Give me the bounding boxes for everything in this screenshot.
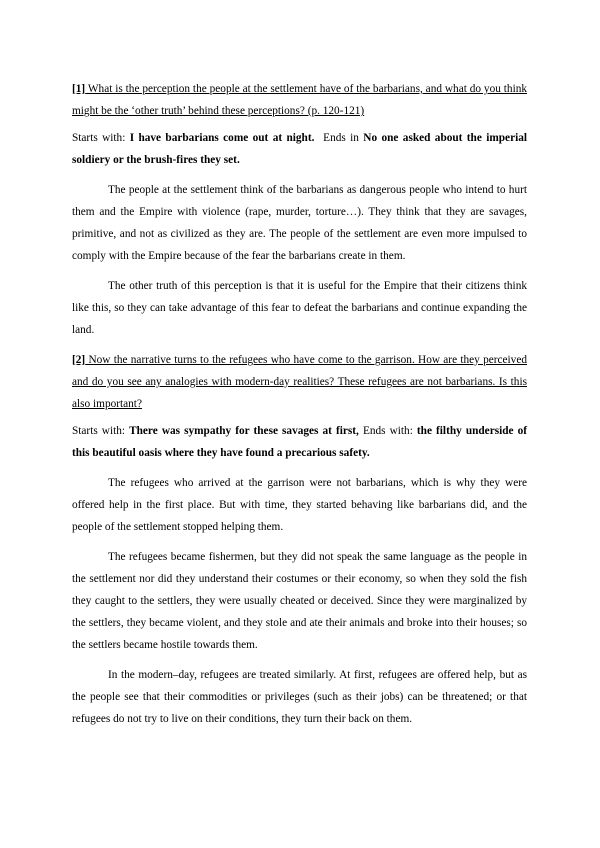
ends-text-1: No one asked about the imperial soldiery or the brush-fires they set. — [72, 132, 528, 166]
question-2-text: Now the narrative turns to the refugees who have come to the garrison. How are they perceived and do you see any analogies with modern-day realities? These refugees are not barbarians. Is this also important? — [72, 354, 527, 410]
ends-label-1: Ends in — [314, 132, 364, 144]
starts-text-2: There was sympathy for these savages at first, — [129, 425, 359, 437]
question-1 — [72, 78, 527, 122]
question-2 — [72, 349, 527, 415]
question-2-number: [2] — [72, 354, 86, 366]
answer-2-paragraph-1: The refugees who arrived at the garrison were not barbarians, which is why they were offered help in the first place. But with time, they started behaving like barbarians did, and the people of the settlement stopped helping them. — [72, 477, 527, 533]
document-page — [72, 78, 527, 738]
answer-1-paragraph-2: The other truth of this perception is that it is useful for the Empire that their citizens think like this, so they can take advantage of this fear to defeat the barbarians and continue expanding the land. — [72, 280, 527, 336]
excerpt-range-1 — [72, 127, 527, 171]
question-1-number: [1] — [72, 83, 86, 95]
starts-text-1: I have barbarians come out at night. — [129, 132, 315, 144]
excerpt-range-2 — [72, 420, 527, 464]
answer-1-paragraph-1: The people at the settlement think of the barbarians as dangerous people who intend to hurt them and the Empire with violence (rape, murder, torture…). They think that they are savages, primitive, and not as civilized as they are. The people of the settlement are even more impulsed to comply with the Empire because of the fear the barbarians create in them. — [72, 184, 527, 262]
answer-2-paragraph-3: In the modern–day, refugees are treated similarly. At first, refugees are offered help, but as the people see that their commodities or privileges (such as their jobs) can be threatened; or that refugees do not try to live on their conditions, they turn their back on them. — [72, 669, 527, 725]
answer-2-paragraph-2: The refugees became fishermen, but they did not speak the same language as the people in the settlement nor did they understand their costumes or their economy, so when they sold the fish they caught to the settlers, they were usually cheated or deceived. Since they were marginalized by the settlers, they became violent, and they stole and ate their animals and broke into their houses; so the settlers became hostile towards them. — [72, 551, 527, 651]
starts-label-2: Starts with: — [72, 425, 130, 437]
question-1-text: What is the perception the people at the settlement have of the barbarians, and what do you think might be the ‘other truth’ behind these perceptions? (p. 120-121) — [72, 83, 527, 117]
starts-label-1: Starts with: — [72, 132, 130, 144]
ends-label-2: Ends with: — [358, 425, 417, 437]
ends-text-2: the filthy underside of this beautiful oasis where they have found a precarious safety. — [72, 425, 528, 459]
